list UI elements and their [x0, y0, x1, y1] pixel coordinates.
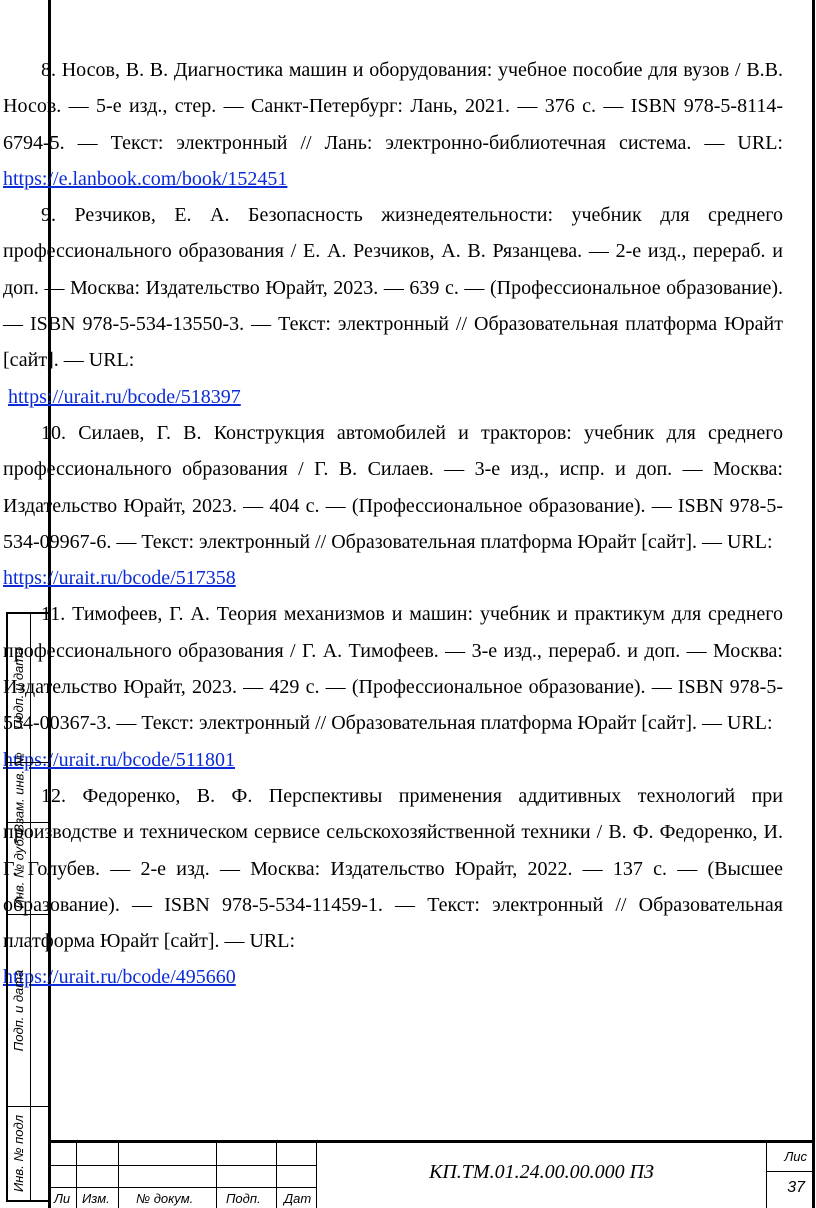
sheet-number: 37: [787, 1179, 805, 1196]
side-label-cell: [8, 614, 30, 762]
reference-text: 11. Тимофеев, Г. А. Теория механизмов и машин: учебник и практикум для среднего профессионального образования / Г. А. Тимофеев. — 3-е изд., перераб. и доп. — Москва: Издательство Юрайт, 2023. — 429 с. — (Профессиональное образование). — ISBN 978-5-534-00367-3. — Текст: электронный // Образовательная платформа Юрайт [сайт]. — URL:: [3, 603, 783, 735]
reference-entry: [3, 197, 783, 415]
document-code: КП.ТМ.01.24.00.00.000 ПЗ: [429, 1161, 654, 1183]
reference-text: 9. Резчиков, Е. А. Безопасность жизнедеятельности: учебник для среднего профессионального образования / Е. А. Резчиков, А. В. Рязанцева. — 2-е изд., перераб. и доп. — Москва: Издательство Юрайт, 2023. — 639 с. — (Профессиональное образование). — ISBN 978-5-534-13550-3. — Текст: электронный // Образовательная платформа Юрайт [сайт]. — URL:: [3, 204, 783, 372]
reference-entry: [3, 596, 783, 777]
reference-text: 8. Носов, В. В. Диагностика машин и оборудования: учебное пособие для вузов / В.В. Носов. — 5-е изд., стер. — Санкт-Петербург: Лань, 2021. — 376 с. — ISBN 978-5-8114-6794-5. — Текст: электронный // Лань: электронно-библиотечная система. — URL:: [3, 59, 783, 154]
side-label: Подп. и дата: [11, 647, 27, 729]
reference-url-link[interactable]: https://urait.ru/bcode/495660: [3, 966, 236, 989]
stamp-divider: [276, 1143, 277, 1208]
stamp-divider: [766, 1171, 815, 1172]
stamp-header-izm: Изм.: [82, 1191, 110, 1206]
stamp-divider: [48, 1187, 316, 1188]
stamp-header-doc: № докум.: [136, 1191, 194, 1206]
reference-url-line: [3, 742, 783, 778]
reference-text: 10. Силаев, Г. В. Конструкция автомобилей и тракторов: учебник для среднего профессионального образования / Г. В. Силаев. — 3-е изд., испр. и доп. — Москва: Издательство Юрайт, 2023. — 404 с. — (Профессиональное образование). — ISBN 978-5-534-09967-6. — Текст: электронный // Образовательная платформа Юрайт [сайт]. — URL:: [3, 421, 783, 553]
stamp-divider: [76, 1143, 77, 1208]
reference-url-line: [3, 959, 783, 995]
reference-list: [3, 52, 783, 996]
side-label-cell: [8, 1106, 30, 1200]
stamp-header-li: Ли: [54, 1191, 71, 1206]
reference-text: 12. Федоренко, В. Ф. Перспективы применения аддитивных технологий при производстве и техническом сервисе сельскохозяйственной техники / В. Ф. Федоренко, И. Г. Голубев. — 2-е изд. — Москва: Издательство Юрайт, 2022. — 137 с. — (Высшее образование). — ISBN 978-5-534-11459-1. — Текст: электронный // Образовательная платформа Юрайт [сайт]. — URL:: [3, 784, 783, 953]
side-signature-strip: [6, 612, 48, 1202]
sheet-label: Лис: [784, 1149, 807, 1164]
reference-url-link[interactable]: https://urait.ru/bcode/518397: [8, 385, 241, 408]
stamp-header-sign: Подп.: [226, 1191, 261, 1206]
stamp-divider: [48, 1165, 316, 1166]
reference-url-line: [3, 560, 783, 596]
reference-url-link[interactable]: https://urait.ru/bcode/517358: [3, 567, 236, 590]
side-label-cell: [8, 914, 30, 1106]
side-label: Инв. № дубл.: [11, 828, 27, 908]
stamp-header-date: Дат: [284, 1191, 312, 1206]
reference-entry: [3, 52, 783, 197]
side-label-cell: [8, 822, 30, 914]
title-block-stamp: [48, 1140, 815, 1208]
reference-url-line: [3, 379, 783, 415]
side-label-cell: [8, 751, 30, 833]
reference-entry: [3, 415, 783, 596]
side-label: Взам. инв. №: [11, 751, 27, 833]
stamp-divider: [118, 1143, 119, 1208]
side-label: Инв. № подл: [11, 1114, 27, 1192]
reference-entry: [3, 778, 783, 996]
reference-url-link[interactable]: https://e.lanbook.com/book/152451: [3, 167, 288, 190]
reference-url-link[interactable]: https://urait.ru/bcode/511801: [3, 748, 236, 771]
side-label: Подп. и дата: [11, 969, 27, 1051]
reference-paragraph: [3, 52, 783, 197]
frame-right-border: [812, 0, 815, 1208]
stamp-divider: [216, 1143, 217, 1208]
